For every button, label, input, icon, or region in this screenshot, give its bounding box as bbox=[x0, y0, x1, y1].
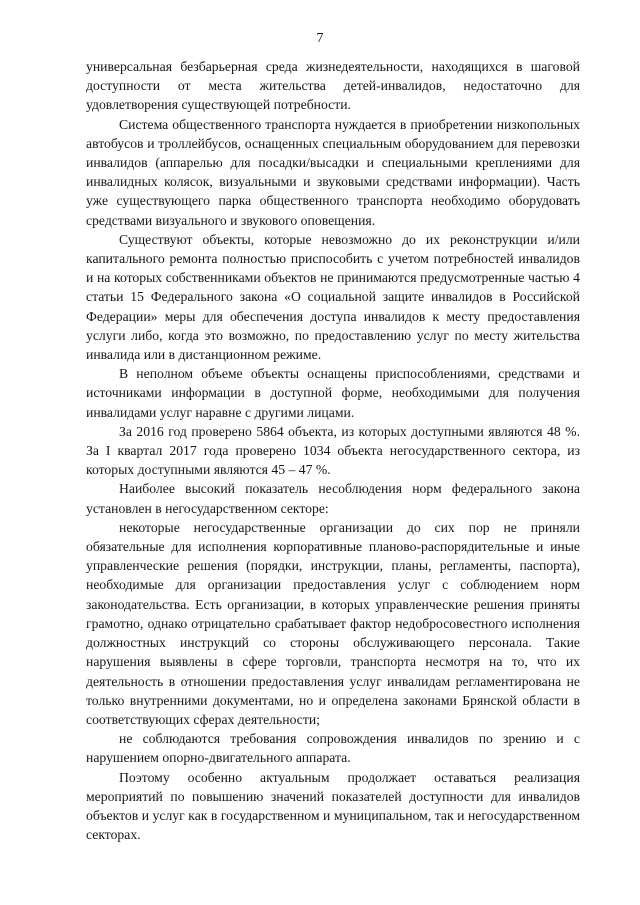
paragraph-escort-requirements: не соблюдаются требования сопровождения инвалидов по зрению и с нарушением опорно-двигательного аппарата. bbox=[86, 731, 580, 766]
paragraph-public-transport: Система общественного транспорта нуждается в приобретении низкопольных автобусов и троллейбусов, оснащенных специальным оборудованием для перевозки инвалидов (аппарелью для посадки/высадки и специальными креплениями для инвалидных колясок, визуальными и звуковыми средствами информации). Часть уже существующего парка общественного транспорта необходимо оборудовать средствами визуального и звукового оповещения. bbox=[86, 116, 580, 228]
paragraph-conclusion: Поэтому особенно актуальным продолжает оставаться реализация мероприятий по повышению значений показателей доступности для инвалидов объектов и услуг как в государственном и муниципальном, так и негосударственном секторах. bbox=[86, 769, 580, 843]
paragraph-organizations-decisions: некоторые негосударственные организации до сих пор не приняли обязательные для исполнения корпоративные планово-распорядительные и иные управленческие решения (порядки, инструкции, планы, регламенты, паспорта), необходимые для организации предоставления услуг с соблюдением норм законодательства. Есть организации, в которых управленческие решения приняты грамотно, однако отрицательно срабатывает фактор недобросовестного исполнения должностных инструкций со стороны обслуживающего персонала. Такие нарушения выявлены в сфере торговли, транспорта несмотря на то, что их деятельность в отношении предоставления услуг инвалидам регламентирована не только внутренними документами, но и определена законами Брянской области в соответствующих сферах деятельности; bbox=[86, 519, 580, 727]
paragraph-inspection-statistics: За 2016 год проверено 5864 объекта, из которых доступными являются 48 %. За I квартал 2017 года проверено 1034 объекта негосударственного сектора, из которых доступными являются 45 – 47 %. bbox=[86, 423, 580, 478]
paragraph-partial-equipment: В неполном объеме объекты оснащены приспособлениями, средствами и источниками информации в доступной форме, необходимыми для получения инвалидами услуг наравне с другими лицами. bbox=[86, 366, 580, 420]
document-body bbox=[86, 57, 580, 844]
paragraph-objects-requiring-reconstruction: Существуют объекты, которые невозможно до их реконструкции и/или капитального ремонта полностью приспособить с учетом потребностей инвалидов и на которых собственниками объектов не принимаются предусмотренные частью 4 статьи 15 Федерального закона «О социальной защите инвалидов в Российской Федерации» меры для обеспечения доступа инвалидов к месту предоставления услуги либо, когда это возможно, по предоставлению услуг по месту жительства инвалида или в дистанционном режиме. bbox=[86, 231, 580, 363]
paragraph-accessible-environment-continuation: универсальная безбарьерная среда жизнедеятельности, находящихся в шаговой доступности от места жительства детей-инвалидов, недостаточно для удовлетворения существующей потребности. bbox=[86, 59, 580, 113]
paragraph-non-state-sector-violations: Наиболее высокий показатель несоблюдения норм федерального закона установлен в негосударственном секторе: bbox=[86, 481, 580, 516]
page-number: 7 bbox=[316, 31, 324, 46]
